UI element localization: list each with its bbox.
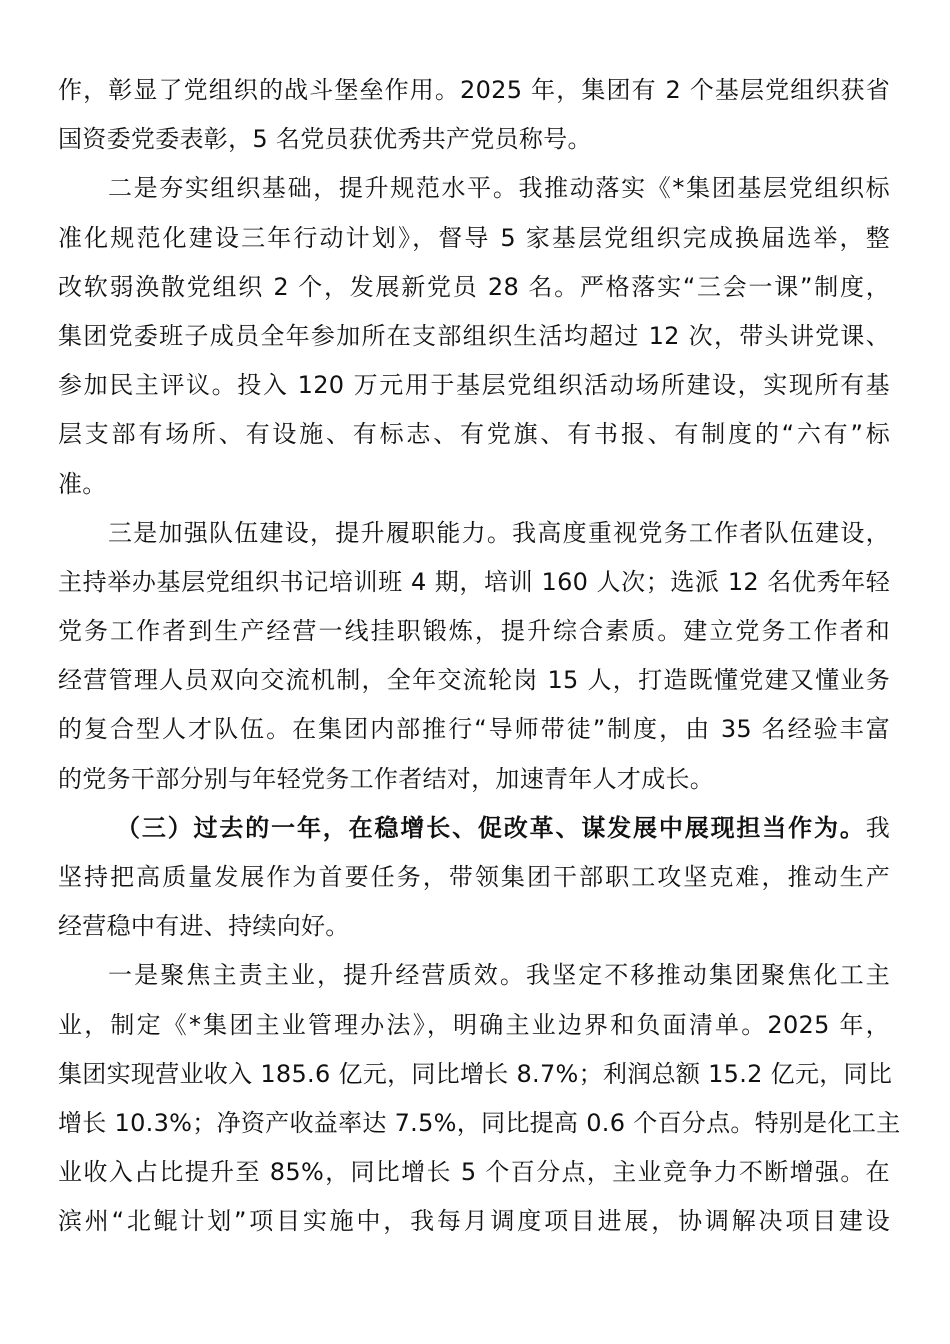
text-line: 的复合型人才队伍。在集团内部推行“导师带徒”制度，由 35 名经验丰富 (58, 715, 890, 744)
section-heading-continuation: 我 (865, 813, 890, 842)
text-line: 增长 10.3%；净资产收益率达 7.5%，同比提高 0.6 个百分点。特别是化工主 (58, 1108, 901, 1137)
paragraph-section-3 (58, 804, 890, 952)
text-line: 坚持把高质量发展作为首要任务，带领集团干部职工攻坚克难，推动生产 (58, 863, 890, 891)
text-line: 层支部有场所、有设施、有标志、有党旗、有书报、有制度的“六有”标 (58, 420, 890, 449)
paragraph-continuation (58, 66, 890, 164)
text-line: 业，制定《*集团主业管理办法》，明确主业边界和负面清单。2025 年， (58, 1010, 890, 1039)
text-line: 经营稳中有进、持续向好。 (58, 912, 350, 941)
paragraph-main-business (58, 951, 901, 1246)
text-line: 作，彰显了党组织的战斗堡垒作用。2025 年，集团有 2 个基层党组织获省 (58, 76, 890, 104)
text-line: 滨州“北鲲计划”项目实施中，我每月调度项目进展，协调解决项目建设 (58, 1207, 890, 1236)
text-line: 国资委党委表彰，5 名党员获优秀共产党员称号。 (58, 125, 592, 154)
text-line: 改软弱涣散党组织 2 个，发展新党员 28 名。严格落实“三会一课”制度， (58, 272, 890, 301)
text-line: 党务工作者到生产经营一线挂职锻炼，提升综合素质。建立党务工作者和 (58, 617, 890, 646)
text-line: 经营管理人员双向交流机制，全年交流轮岗 15 人，打造既懂党建又懂业务 (58, 666, 890, 695)
text-line: 二是夯实组织基础，提升规范水平。我推动落实《*集团基层党组织标 (108, 174, 890, 203)
text-line: 主持举办基层党组织书记培训班 4 期，培训 160 人次；选派 12 名优秀年轻 (58, 567, 890, 596)
text-line: 业收入占比提升至 85%，同比增长 5 个百分点，主业竞争力不断增强。在 (58, 1158, 890, 1187)
text-line: 三是加强队伍建设，提升履职能力。我高度重视党务工作者队伍建设， (108, 518, 890, 547)
text-line: 一是聚焦主责主业，提升经营质效。我坚定不移推动集团聚焦化工主 (108, 961, 890, 990)
paragraph-team-building (58, 509, 890, 804)
document-page (58, 66, 901, 1247)
text-line: 集团党委班子成员全年参加所在支部组织生活均超过 12 次，带头讲党课、 (58, 321, 890, 350)
text-line: 集团实现营业收入 185.6 亿元，同比增长 8.7%；利润总额 15.2 亿元，同比 (58, 1059, 893, 1088)
section-heading-line (58, 804, 890, 853)
text-line: 准。 (58, 469, 107, 498)
text-line: 的党务干部分别与年轻党务工作者结对，加速青年人才成长。 (58, 764, 715, 793)
text-line: 参加民主评议。投入 120 万元用于基层党组织活动场所建设，实现所有基 (58, 371, 890, 400)
text-line: 准化规范化建设三年行动计划》，督导 5 家基层党组织完成换届选举，整 (58, 223, 890, 252)
paragraph-organization-foundation (58, 164, 890, 508)
section-heading: （三）过去的一年，在稳增长、促改革、谋发展中展现担当作为。 (116, 813, 866, 842)
